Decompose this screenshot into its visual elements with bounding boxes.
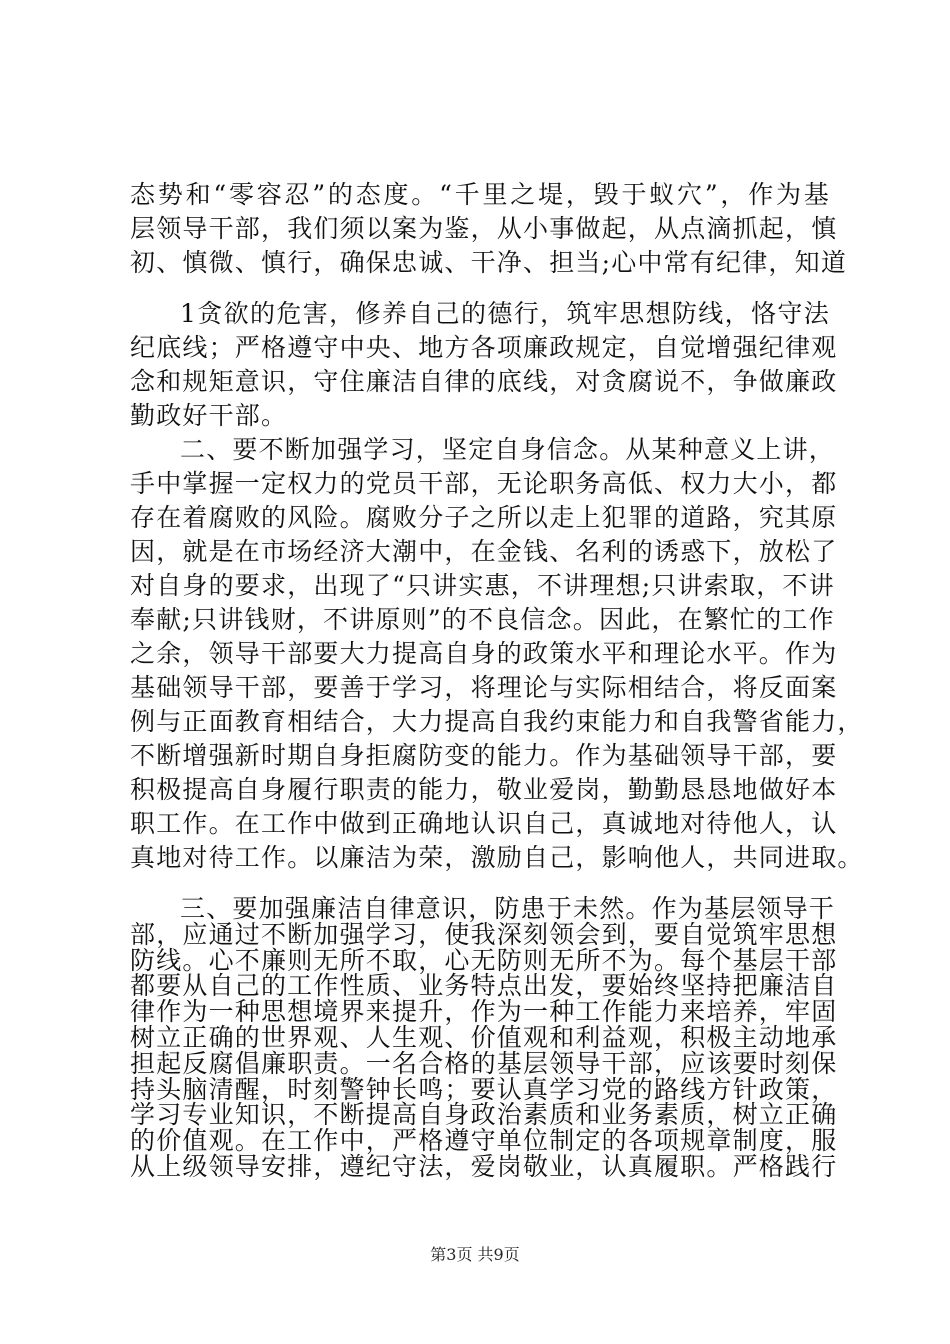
text-line: 1贪欲的危害，修养自己的德行，筑牢思想防线，恪守法 [180, 299, 830, 328]
text-line: 初、慎微、慎行，确保忠诚、干净、担当;心中常有纪律，知道 [130, 248, 848, 277]
text-line: 存在着腐败的风险。腐败分子之所以走上犯罪的道路，究其原 [130, 503, 838, 532]
text-line: 三、要加强廉洁自律意识，防患于未然。作为基层领导干 [180, 894, 836, 923]
text-line: 的价值观。在工作中，严格遵守单位制定的各项规章制度，服 [130, 1126, 838, 1155]
text-line: 持头脑清醒，时刻警钟长鸣；要认真学习党的路线方针政策， [130, 1075, 838, 1104]
text-line: 从上级领导安排，遵纪守法，爱岗敬业，认真履职。严格践行 [130, 1152, 838, 1181]
text-line: 担起反腐倡廉职责。一名合格的基层领导干部，应该要时刻保 [130, 1049, 838, 1078]
text-line: 积极提高自身履行职责的能力，敬业爱岗，勤勤恳恳地做好本 [130, 775, 838, 804]
text-line: 真地对待工作。以廉洁为荣，激励自己，影响他人，共同进取。 [130, 843, 864, 872]
text-line: 奉献;只讲钱财，不讲原则”的不良信念。因此，在繁忙的工作 [130, 605, 835, 634]
text-line: 律作为一种思想境界来提升，作为一种工作能力来培养，牢固 [130, 997, 838, 1026]
text-line: 职工作。在工作中做到正确地认识自己，真诚地对待他人，认 [130, 809, 838, 838]
text-line: 念和规矩意识，守住廉洁自律的底线，对贪腐说不，争做廉政 [130, 367, 838, 396]
text-line: 树立正确的世界观、人生观、价值观和利益观，积极主动地承 [130, 1023, 838, 1052]
text-line: 纪底线；严格遵守中央、地方各项廉政规定，自觉增强纪律观 [130, 333, 838, 362]
text-line: 因，就是在市场经济大潮中，在金钱、名利的诱惑下，放松了 [130, 537, 838, 566]
page-footer: 第3页 共9页 [430, 1245, 520, 1264]
text-line: 不断增强新时期自身拒腐防变的能力。作为基础领导干部，要 [130, 741, 838, 770]
text-line: 手中掌握一定权力的党员干部，无论职务高低、权力大小，都 [130, 469, 838, 498]
text-line: 部，应通过不断加强学习，使我深刻领会到，要自觉筑牢思想 [130, 920, 838, 949]
text-line: 二、要不断加强学习，坚定自身信念。从某种意义上讲， [180, 435, 836, 464]
text-line: 之余，领导干部要大力提高自身的政策水平和理论水平。作为 [130, 639, 838, 668]
text-line: 态势和“零容忍”的态度。“千里之堤，毁于蚁穴”，作为基 [130, 180, 830, 209]
text-line: 基础领导干部，要善于学习，将理论与实际相结合，将反面案 [130, 673, 838, 702]
text-line: 例与正面教育相结合，大力提高自我约束能力和自我警省能力， [130, 707, 864, 736]
text-line: 学习专业知识，不断提高自身政治素质和业务素质，树立正确 [130, 1100, 838, 1129]
text-line: 都要从自己的工作性质、业务特点出发，要始终坚持把廉洁自 [130, 971, 838, 1000]
text-line: 对自身的要求，出现了“只讲实惠，不讲理想;只讲索取，不讲 [130, 571, 835, 600]
text-line: 勤政好干部。 [130, 401, 288, 430]
text-line: 防线。心不廉则无所不取，心无防则无所不为。每个基层干部 [130, 946, 838, 975]
text-line: 层领导干部，我们须以案为鉴，从小事做起，从点滴抓起，慎 [130, 214, 838, 243]
